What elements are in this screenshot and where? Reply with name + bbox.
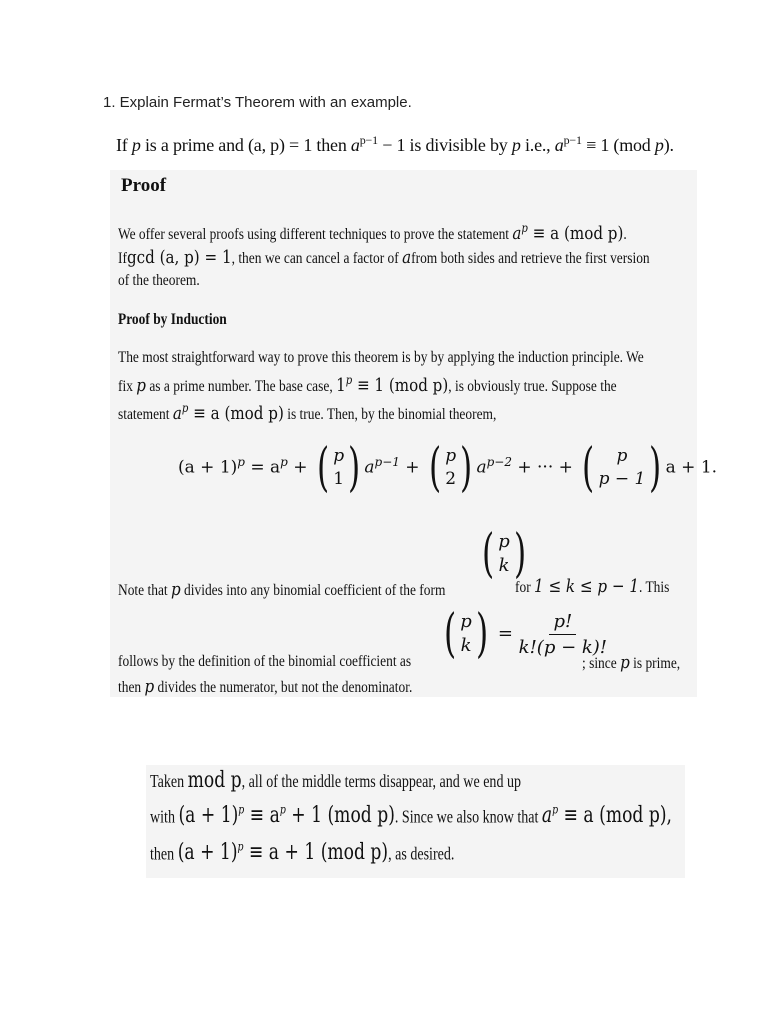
stmt-if: If: [116, 135, 132, 155]
note-this: . This: [638, 579, 670, 596]
proof-line2-if: If: [118, 250, 127, 267]
concl-with: with: [150, 806, 175, 827]
since-is-prime: is prime,: [633, 655, 681, 672]
stmt-exp: p−1: [359, 133, 378, 147]
theorem-statement: [116, 133, 674, 156]
proof-line1-a: a: [512, 223, 522, 244]
then-p: p: [144, 676, 155, 697]
stmt-p2: p: [511, 135, 521, 155]
stmt-cond: (a, p) = 1: [247, 135, 313, 155]
frac-numerator: p!: [549, 611, 576, 635]
proof-line-3: of the theorem.: [118, 272, 200, 289]
binom-rhs: = a: [244, 457, 281, 478]
proof-line2-text: , then we can cancel a factor of: [231, 250, 399, 267]
since-text: ; since: [582, 655, 617, 672]
proof-line1-rest: ≡ a (mod p): [527, 223, 624, 244]
conclusion-line-3: then $(a + 1)^p \equiv a + 1$ (mod p), as desired.: [150, 840, 455, 866]
since-line: [582, 652, 680, 673]
frac-denominator: k!(p − k)!: [518, 636, 608, 658]
binom-form: ( p k ): [482, 524, 527, 584]
stmt-ie: i.e.,: [520, 135, 555, 155]
concl-since-know: . Since we also know that: [394, 806, 539, 827]
concl-eq3: (a + 1): [177, 840, 238, 866]
proof-line2-gcd: gcd (a, p) = 1: [126, 247, 232, 268]
concl-desired: , as desired.: [388, 843, 455, 864]
binom-lhs: (a + 1): [178, 457, 238, 478]
binom-coeff-1: ( p 1 ): [316, 438, 361, 498]
concl-then: then: [150, 843, 175, 864]
binom-coeff-last: ( p p − 1 ): [582, 438, 662, 498]
binom-coeff-2: ( p 2 ): [429, 438, 473, 498]
proof-line2-rest: from both sides and retrieve the first version: [411, 250, 650, 267]
induction-line-3: statement $a^p \equiv a$ (mod p) is true. Then, by the binomial theorem,: [118, 401, 497, 424]
ind-line2-congr: ≡ 1 (mod p): [352, 375, 449, 396]
conclusion-line-2: with $(a + 1)^p \equiv a^p + 1$ (mod p). Since we also know that $a^p \equiv a$ (mod p),: [150, 803, 673, 829]
question-heading: 1. Explain Fermat’s Theorem with an example.: [103, 94, 412, 111]
ind-line2-c: , is obviously true. Suppose the: [448, 378, 617, 395]
stmt-end: ).: [663, 135, 674, 155]
ind-line3-b: is true. Then, by the binomial theorem,: [287, 406, 497, 423]
concl-eq1-rest: ≡ a: [244, 803, 280, 829]
proof-line2-a: a: [402, 247, 412, 268]
note-p: p: [170, 579, 181, 600]
then-line: [118, 676, 412, 697]
stmt-a: a: [350, 135, 360, 155]
note-b: divides into any binomial coefficient of the form: [184, 582, 446, 599]
concl-taken: Taken: [150, 771, 185, 791]
proof-line1-text: We offer several proofs using different techniques to prove the statement: [118, 226, 510, 243]
concl-mod-p: mod p: [187, 768, 242, 793]
stmt-a2: a: [554, 135, 564, 155]
induction-heading: Proof by Induction: [118, 311, 227, 328]
ind-line2-b: as a prime number. The base case,: [149, 378, 333, 395]
ind-line2-fix: fix: [118, 378, 133, 395]
binom-tail: a + 1.: [665, 457, 718, 478]
note-a: Note that: [118, 582, 168, 599]
induction-line-2: fix p as a prime number. The base case, $1^p \equiv 1$ (mod p), is obviously true. Suppose the: [118, 373, 617, 396]
proof-line-2: [118, 247, 650, 268]
concl-eq3-rest: ≡ a + 1 (mod p): [243, 840, 389, 866]
ind-line3-math-rest: ≡ a (mod p): [188, 403, 284, 424]
concl-eq2-rest: ≡ a (mod p),: [558, 803, 673, 829]
stmt-is-prime: is a prime and: [140, 135, 248, 155]
note-line: [118, 579, 445, 600]
conclusion-line-1: [150, 768, 521, 793]
concl-eq1-tail: + 1 (mod p): [285, 803, 395, 829]
stmt-minus: − 1 is divisible by: [377, 135, 512, 155]
stmt-p3: p: [654, 135, 664, 155]
ind-line2-one: 1: [336, 375, 346, 396]
stmt-exp2: p−1: [563, 133, 582, 147]
note-range: 1 ≤ k ≤ p − 1: [534, 576, 639, 597]
proof-line-1: We offer several proofs using different techniques to prove the statement $a^p \equiv a$ (mod p).: [118, 221, 627, 244]
induction-line-1: The most straightforward way to prove this theorem is by by applying the induction principle. We: [118, 349, 644, 366]
ind-line3-a: statement: [118, 406, 170, 423]
then-b: divides the numerator, but not the denominator.: [157, 679, 413, 696]
note-for: for: [515, 579, 531, 596]
proof-heading: Proof: [121, 175, 167, 196]
concl-eq2: a: [541, 803, 553, 829]
binom-definition: ( p k ) = $\frac{p!}{k!(p - k)!}$: [444, 604, 608, 664]
ind-line2-p: p: [136, 375, 146, 396]
stmt-congr: ≡ 1 (mod: [581, 135, 655, 155]
concl-eq1: (a + 1): [178, 803, 239, 829]
then-a: then: [118, 679, 142, 696]
concl-line1-rest: , all of the middle terms disappear, and we end up: [241, 771, 522, 791]
stmt-then: then: [312, 135, 351, 155]
binomial-expansion: $(a + 1)^p = a^p$ + ( p 1 ) $a^{p-1}$ + ( p 2 ) $a^{p-2}$ + ··· + ( p p − 1 ) a + 1.: [178, 438, 718, 498]
follows-line: follows by the definition of the binomial coefficient as: [118, 653, 412, 670]
note-range-line: [515, 576, 669, 597]
since-p: p: [620, 652, 630, 673]
ind-line3-math-a: a: [172, 403, 182, 424]
stmt-p: p: [131, 135, 141, 155]
